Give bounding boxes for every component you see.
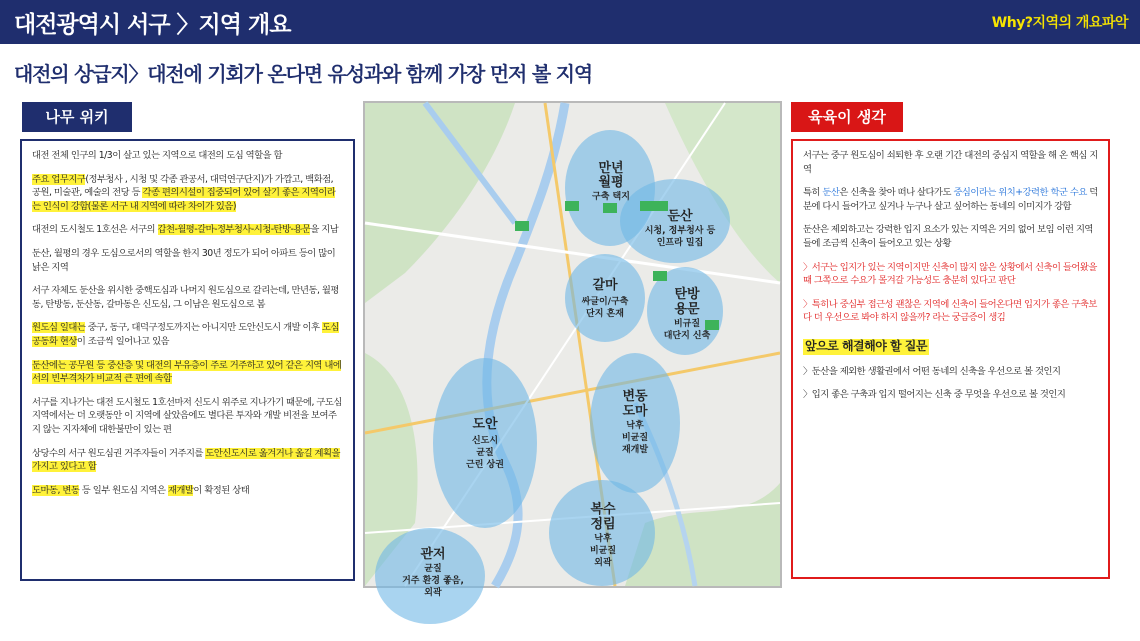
main-subtitle: 대전의 상급지〉대전에 기회가 온다면 유성과와 함께 가장 먼저 볼 지역: [14, 62, 593, 86]
zone-label: 단지 혼재: [586, 309, 624, 319]
wiki-paragraph: [32, 321, 343, 348]
zone-label: 외곽: [594, 558, 612, 568]
zone-label: 거주 환경 좋음,: [402, 576, 464, 586]
header-bar: [0, 0, 1140, 44]
opinion-text: 은 신축을 찾아 떠나 살다가도: [839, 187, 954, 199]
zone-label: 구축 택지: [592, 192, 630, 202]
question-title: 앞으로 해결해야 할 질문: [805, 338, 927, 353]
opinion-tag: 육육이 생각: [791, 102, 903, 132]
wiki-highlight: 도안신도시로 옮겨거나 옮길 계획을 가지고 있다고 함: [32, 447, 340, 473]
opinion-emphasis: 중심이라는 위치+강력한 학군 수요: [953, 187, 1087, 199]
page-title: 대전광역시 서구 〉지역 개요: [14, 12, 291, 38]
station-marker: [640, 201, 668, 211]
wiki-highlight: 주요 업무지구: [32, 173, 86, 185]
opinion-paragraph: [803, 223, 1098, 250]
station-marker: [515, 221, 529, 231]
wiki-text: 이 조금씩 일어나고 있음: [76, 335, 170, 347]
wiki-text: 등 일부 원도심 지역은: [79, 484, 168, 496]
zone-label: 인프라 밀집: [656, 238, 704, 248]
seogu-map: [363, 101, 782, 598]
zone-label: 신도시: [471, 436, 499, 446]
opinion-red-text: 〉특히나 중심부 접근성 괜찮은 지역에 신축이 들어온다면 입지가 좋은 구축보다 더 우선으로 봐야 하지 않을까? 라는 궁금증이 생김: [803, 298, 1097, 324]
zone-label: 대단지 신축: [663, 331, 711, 341]
station-marker: [653, 271, 667, 281]
question-heading: [803, 335, 1098, 355]
wiki-highlight: 둔산에는 공무원 등 중산층 및 대전의 부유층이 주로 거주하고 있어 같은 지역 내에서의 빈부격차가 비교적 큰 편에 속함: [32, 359, 342, 385]
zone-label: 비균질: [621, 433, 649, 443]
station-marker: [565, 201, 579, 211]
station-marker: [603, 203, 617, 213]
opinion-paragraph: [803, 149, 1098, 176]
zone-label: 복수: [590, 502, 616, 517]
zone-label: 갈마: [592, 278, 618, 293]
wiki-paragraph: [32, 359, 343, 386]
opinion-paragraph: [803, 298, 1098, 325]
wiki-highlight: 재개발: [167, 484, 194, 496]
zone-label: 비균질: [589, 546, 617, 556]
question-item: [803, 365, 1098, 379]
zone-label: 비규질: [673, 319, 701, 329]
zone-label: 재개발: [621, 445, 649, 455]
wiki-highlight: 각종 편의시설이 집중되어 있어 살기 좋은 지역이라는 인식이 강함(물론 서구 내 지역에 따라 차이가 있음): [32, 187, 336, 212]
wiki-text: 둔산, 월평의 경우 도심으로서의 역할을 한지 30년 정도가 되어 아파트 등이 많이 낡은 지역: [32, 247, 336, 273]
opinion-paragraph: [803, 186, 1098, 213]
opinion-text: 둔산은 제외하고는 강력한 입지 요소가 있는 지역은 거의 없어 보임 이런 지역들에 조금씩 신축이 들어오고 있는 상황: [803, 224, 1093, 249]
opinion-panel: [791, 139, 1110, 579]
zone-label: 만년: [598, 161, 624, 176]
zone-label: 탄방: [674, 287, 700, 302]
zone-label: 관저: [420, 547, 446, 562]
zone-label: 시청, 정부청사 등: [644, 226, 716, 236]
wiki-text: 을 지남: [310, 224, 339, 236]
question-text: 〉입지 좋은 구축과 입지 떨어지는 신축 중 무엇을 우선으로 볼 것인지: [803, 389, 1066, 401]
wiki-text: 대전 전체 인구의 1/3이 살고 있는 지역으로 대전의 도심 역할을 함: [32, 150, 283, 161]
wiki-paragraph: [32, 447, 343, 474]
wiki-text: 서구 자체도 둔산을 위시한 중핵도심과 나머지 원도심으로 갈리는데, 만년동, 월평동, 탄방동, 둔산동, 갈마동은 신도심, 그 이남은 원도심으로 봄: [32, 285, 339, 310]
zone-label: 도안: [472, 417, 498, 432]
wiki-text: 중구, 동구, 대덕구정도까지는 아니지만 도안신도시 개발 이후: [85, 322, 322, 334]
opinion-paragraph: [803, 261, 1098, 288]
zone-label: 균질: [476, 448, 494, 458]
wiki-text: 이 확정된 상태: [193, 484, 250, 496]
zone-label: 용문: [674, 302, 700, 317]
wiki-highlight: 도심 공동화 현상: [32, 322, 339, 347]
wiki-highlight: 원도심 일대는: [32, 322, 86, 334]
wiki-paragraph: [32, 247, 343, 274]
opinion-red-text: 〉서구는 입지가 있는 지역이지만 신축이 많지 않은 상황에서 신축이 들어왔을 때 그쪽으로 수요가 몰겨갈 가능성도 충분히 있다고 판단: [803, 261, 1097, 287]
zone-label: 정림: [590, 517, 616, 532]
zone-label: 낙후: [626, 421, 644, 431]
namuwiki-panel: [20, 139, 355, 581]
zone-label: 둔산: [667, 209, 693, 224]
zone-label: 도마: [622, 404, 648, 419]
wiki-highlight: 갑천-월평-갈마-정부청사-시청-탄방-용문: [157, 224, 311, 236]
question-item: [803, 388, 1098, 402]
wiki-paragraph: [32, 284, 343, 311]
namuwiki-tag: 나무 위키: [22, 102, 132, 132]
station-marker: [705, 320, 719, 330]
zone-label: 근린 상권: [466, 460, 504, 470]
zone-label: 월평: [598, 175, 624, 190]
zone-label: 싸글이/구축: [581, 297, 629, 307]
opinion-text: 서구는 중구 원도심이 쇠퇴한 후 오랜 기간 대전의 중심지 역할을 해 온 핵심 지역: [803, 150, 1098, 175]
wiki-text: 서구를 지나가는 대전 도시철도 1호선마저 신도시 위주로 지나가기 때문에, 구도심 지역에서는 더 오랫동안 이 지역에 살았음에도 별다른 투자와 개발 비전을 보여주지 않는 지자체에 대한불만이 있는 편: [32, 396, 342, 435]
wiki-highlight: 도마동, 변동: [32, 484, 80, 496]
wiki-paragraph: [32, 149, 343, 163]
wiki-text: (정부청사 , 시청 및 각종 관공서, 대덕연구단지)가 가깝고, 백화점, 공원, 미술관, 예술의 전당 등: [32, 173, 334, 199]
zone-label: 균질: [424, 564, 442, 574]
wiki-paragraph: [32, 484, 343, 498]
zone-boksu: [549, 480, 655, 586]
map-svg: [365, 103, 780, 598]
wiki-paragraph: [32, 223, 343, 237]
wiki-text: 상당수의 서구 원도심권 거주자들이 거주지를: [32, 447, 206, 459]
wiki-text: 대전의 도시철도 1호선은 서구의: [32, 224, 158, 236]
opinion-text: 특히: [803, 187, 823, 199]
opinion-emphasis: 둔산: [822, 187, 840, 199]
header-subtitle: Why?지역의 개요파악: [991, 15, 1128, 31]
zone-label: 낙후: [594, 534, 612, 544]
zone-label: 변동: [622, 389, 648, 404]
opinion-text: 덕분에 다시 들어가고 싶거나 누구나 살고 싶어하는 동네의 이미지가 강함: [803, 187, 1098, 212]
wiki-paragraph: [32, 173, 343, 214]
question-text: 〉둔산을 제외한 생활권에서 어떤 동네의 신축을 우선으로 볼 것인지: [803, 365, 1061, 377]
wiki-paragraph: [32, 396, 343, 437]
zone-label: 외곽: [424, 588, 442, 598]
